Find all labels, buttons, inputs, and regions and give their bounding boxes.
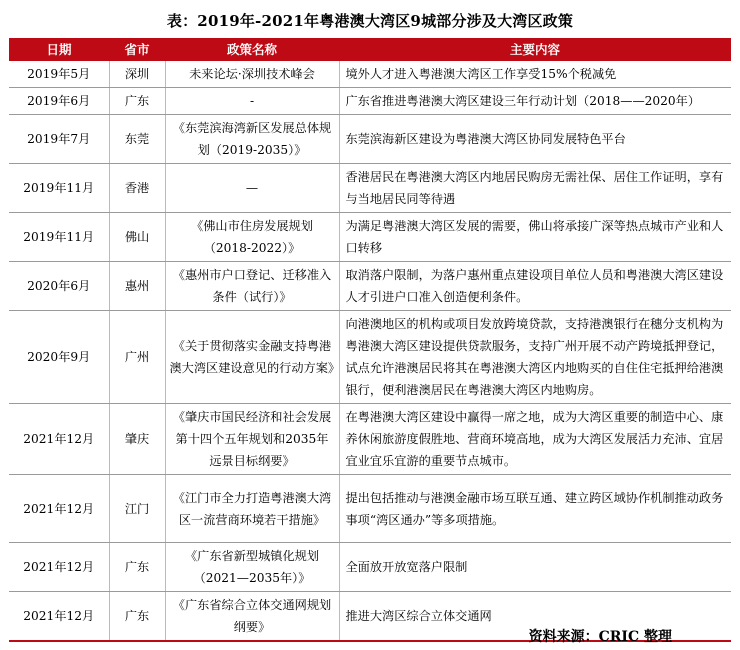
cell-city: 江门 <box>109 475 165 543</box>
cell-city: 东莞 <box>109 115 165 164</box>
cell-policy: 《广东省综合立体交通网规划纲要》 <box>165 592 339 642</box>
cell-content: 取消落户限制，为落户惠州重点建设项目单位人员和粤港澳大湾区建设人才引进户口准入创造便利条件。 <box>339 262 731 311</box>
cell-city: 深圳 <box>109 61 165 88</box>
cell-city: 肇庆 <box>109 404 165 475</box>
header-city: 省市 <box>109 38 165 61</box>
cell-content: 在粤港澳大湾区建设中赢得一席之地，成为大湾区重要的制造中心、康养休闲旅游度假胜地、营商环境高地，成为大湾区发展活力充沛、宜居宜业宜乐宜游的重要节点城市。 <box>339 404 731 475</box>
cell-date: 2019年11月 <box>9 213 109 262</box>
cell-content: 全面放开放宽落户限制 <box>339 543 731 592</box>
cell-policy: 《广东省新型城镇化规划（2021—2035年）》 <box>165 543 339 592</box>
cell-date: 2019年11月 <box>9 164 109 213</box>
cell-policy: 《惠州市户口登记、迁移准入条件（试行）》 <box>165 262 339 311</box>
cell-date: 2021年12月 <box>9 404 109 475</box>
cell-policy: - <box>165 88 339 115</box>
cell-date: 2019年5月 <box>9 61 109 88</box>
table-row <box>9 61 731 88</box>
cell-policy: 未来论坛·深圳技术峰会 <box>165 61 339 88</box>
table-row <box>9 262 731 311</box>
table-row <box>9 543 731 592</box>
cell-content: 香港居民在粤港澳大湾区内地居民购房无需社保、居住工作证明，享有与当地居民同等待遇 <box>339 164 731 213</box>
cell-content: 为满足粤港澳大湾区发展的需要，佛山将承接广深等热点城市产业和人口转移 <box>339 213 731 262</box>
header-content: 主要内容 <box>339 38 731 61</box>
cell-date: 2020年9月 <box>9 311 109 404</box>
cell-policy: 《东莞滨海湾新区发展总体规划（2019-2035）》 <box>165 115 339 164</box>
table-header-row <box>9 38 731 61</box>
cell-policy: 《关于贯彻落实金融支持粤港澳大湾区建设意见的行动方案》 <box>165 311 339 404</box>
table-row <box>9 404 731 475</box>
source-note: 资料来源：CRIC 整理 <box>528 629 672 645</box>
cell-policy: 《佛山市住房发展规划（2018-2022）》 <box>165 213 339 262</box>
table-title: 表：2019年-2021年粤港澳大湾区9城部分涉及大湾区政策 <box>166 12 574 30</box>
table-row <box>9 311 731 404</box>
table-row <box>9 164 731 213</box>
cell-city: 广州 <box>109 311 165 404</box>
cell-policy: — <box>165 164 339 213</box>
cell-date: 2019年6月 <box>9 88 109 115</box>
cell-date: 2021年12月 <box>9 475 109 543</box>
cell-content: 向港澳地区的机构或项目发放跨境贷款，支持港澳银行在穗分支机构为粤港澳大湾区建设提供贷款服务，支持广州开展不动产跨境抵押登记，试点允许港澳居民将其在粤港澳大湾区内地购买的自住住宅抵押给港澳银行，便利港澳居民在粤港澳大湾区内地购房。 <box>339 311 731 404</box>
cell-content: 广东省推进粤港澳大湾区建设三年行动计划（2018——2020年） <box>339 88 731 115</box>
cell-content: 推进大湾区综合立体交通网 <box>339 592 731 642</box>
cell-city: 广东 <box>109 543 165 592</box>
cell-policy: 《肇庆市国民经济和社会发展第十四个五年规划和2035年远景目标纲要》 <box>165 404 339 475</box>
cell-city: 香港 <box>109 164 165 213</box>
cell-city: 佛山 <box>109 213 165 262</box>
table-row <box>9 115 731 164</box>
cell-city: 广东 <box>109 592 165 642</box>
cell-city: 惠州 <box>109 262 165 311</box>
table-row <box>9 213 731 262</box>
header-date: 日期 <box>9 38 109 61</box>
header-policy: 政策名称 <box>165 38 339 61</box>
cell-policy: 《江门市全力打造粤港澳大湾区一流营商环境若干措施》 <box>165 475 339 543</box>
table-row <box>9 475 731 543</box>
cell-date: 2020年6月 <box>9 262 109 311</box>
cell-content: 东莞滨海新区建设为粤港澳大湾区协同发展特色平台 <box>339 115 731 164</box>
cell-city: 广东 <box>109 88 165 115</box>
table-row <box>9 88 731 115</box>
policy-table <box>9 38 731 642</box>
cell-content: 提出包括推动与港澳金融市场互联互通、建立跨区域协作机制推动政务事项“湾区通办”等多项措施。 <box>339 475 731 543</box>
cell-date: 2021年12月 <box>9 543 109 592</box>
cell-date: 2019年7月 <box>9 115 109 164</box>
cell-content: 境外人才进入粤港澳大湾区工作享受15%个税减免 <box>339 61 731 88</box>
cell-date: 2021年12月 <box>9 592 109 642</box>
